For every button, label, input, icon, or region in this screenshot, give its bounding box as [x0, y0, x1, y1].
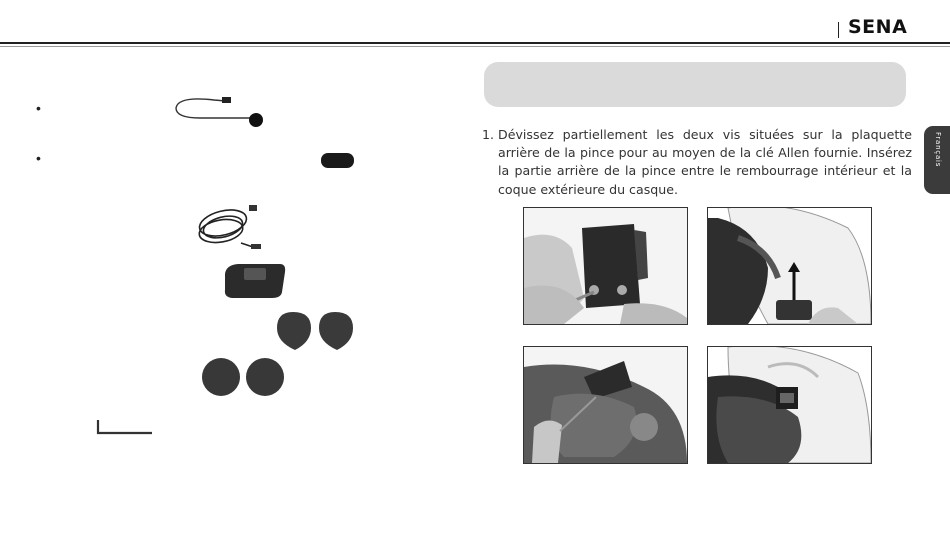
list-bullet: •: [36, 150, 41, 166]
language-tab-label: Français: [934, 132, 942, 168]
brand-logo: SENA: [848, 16, 908, 38]
instruction-step: [482, 126, 912, 199]
header-rule: [0, 42, 950, 44]
language-tab[interactable]: [924, 126, 950, 194]
header-rule-thin: [0, 46, 950, 47]
hand-allen-key-photo: [523, 207, 688, 325]
step-text: Dévissez partiellement les deux vis situées sur la plaquette arrière de la pince pour au moyen de la clé Allen fournie. Insérez la partie arrière de la pince entre le rembourrage intérieur et la coque extérieure du casque.: [498, 127, 912, 197]
round-pad-icon: [200, 356, 288, 398]
logo-divider: [838, 22, 839, 38]
helmet-clamp-photo: [707, 346, 872, 464]
helmet-insert-photo: [707, 207, 872, 325]
clamp-unit-icon: [222, 262, 288, 300]
helmet-padding-photo: [523, 346, 688, 464]
step-number: 1.: [482, 127, 495, 142]
usb-cable-icon: [193, 203, 265, 253]
boom-microphone-icon: [170, 92, 270, 132]
section-heading-box: [484, 62, 906, 107]
speaker-pad-icon: [275, 308, 357, 354]
allen-key-icon: [94, 418, 156, 438]
list-bullet: •: [36, 100, 41, 116]
microphone-pad-icon: [320, 151, 356, 171]
